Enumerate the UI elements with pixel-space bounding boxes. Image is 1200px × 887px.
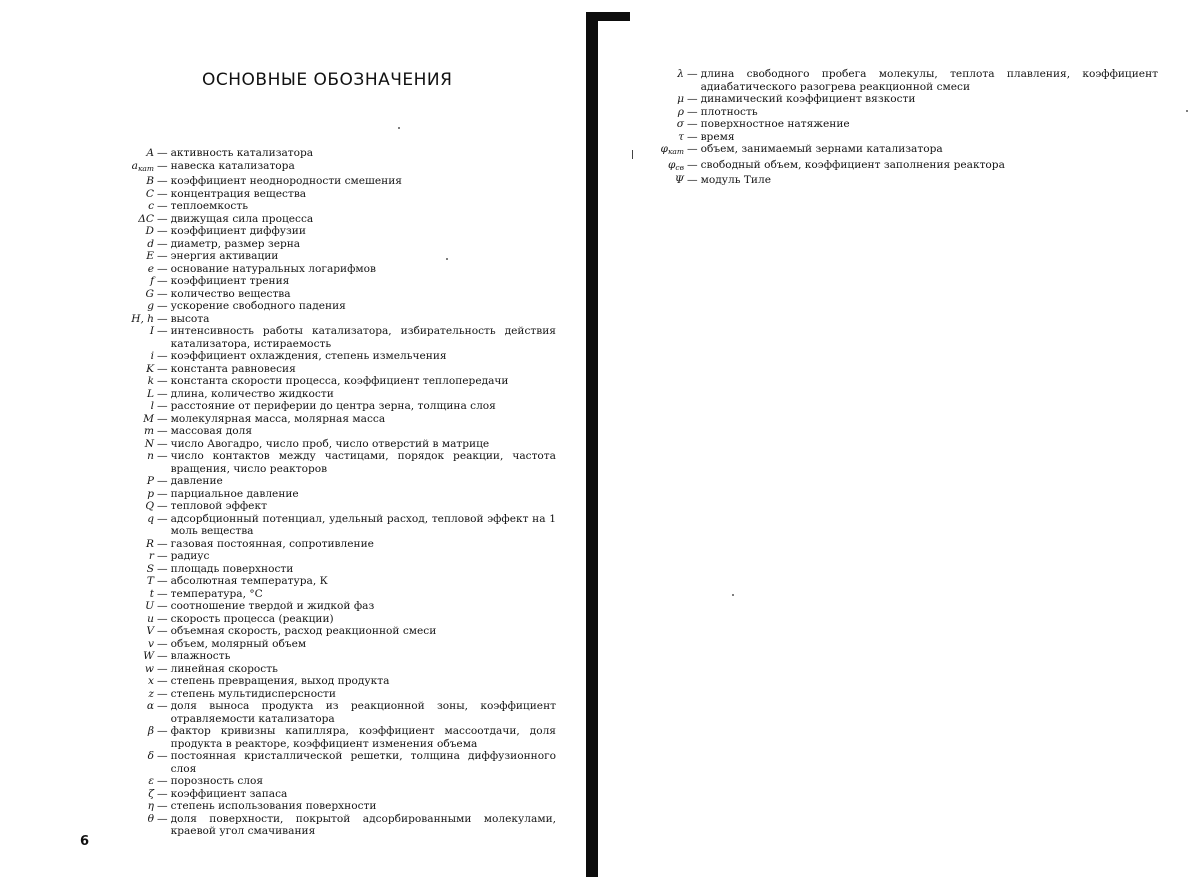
notation-symbol (648, 118, 684, 131)
notation-symbol-text: α (146, 700, 154, 712)
notation-symbol-text: K (146, 362, 154, 375)
notation-dash: — (687, 130, 698, 143)
notation-description: число Авогадро, число проб, число отверстий в матрице (170, 437, 490, 450)
notation-description: константа скорости процесса, коэффициент теплопередачи (170, 375, 509, 387)
notation-description: диаметр, размер зерна (170, 237, 301, 250)
notation-dash: — (157, 637, 168, 650)
notation-entry (86, 225, 556, 238)
notation-symbol-text: a (131, 159, 138, 172)
notation-symbol-text: w (144, 662, 154, 675)
notation-symbol (86, 400, 154, 413)
notation-dash: — (157, 175, 168, 187)
notation-entry (86, 275, 556, 288)
notation-symbol (86, 160, 154, 176)
notation-dash: — (157, 787, 168, 800)
notation-description: постоянная кристаллической решетки, толщина диффузионного слоя (170, 750, 556, 775)
notation-symbol (86, 725, 154, 738)
notation-symbol-text: ζ (148, 787, 154, 800)
notation-entry (86, 775, 556, 788)
notation-symbol (86, 788, 154, 801)
notation-dash: — (157, 350, 168, 362)
notation-symbol-text: φ (660, 143, 668, 155)
notation-description: энергия активации (170, 250, 279, 262)
notation-description: концентрация вещества (170, 187, 307, 200)
notation-description: константа равновесия (170, 362, 296, 375)
notation-symbol (86, 600, 154, 613)
notation-dash: — (157, 500, 168, 512)
notation-entry (86, 638, 556, 651)
notation-symbol (648, 131, 684, 144)
notation-dash: — (157, 650, 168, 662)
notation-entry (86, 388, 556, 401)
notation-symbol-text: Q (145, 500, 154, 512)
notation-entry (86, 425, 556, 438)
scan-speck (398, 127, 400, 129)
right-page (598, 0, 1200, 887)
notation-symbol (86, 613, 154, 626)
notation-dash: — (157, 212, 168, 225)
notation-description: движущая сила процесса (170, 212, 314, 225)
notation-description: объем, занимаемый зернами катализатора (700, 143, 943, 155)
notation-description: порозность слоя (170, 775, 264, 787)
notation-entry (86, 400, 556, 413)
notation-description: доля выноса продукта из реакционной зоны, коэффициент отравляемости катализатора (170, 700, 556, 725)
notation-dash: — (157, 550, 168, 562)
notation-symbol (86, 200, 154, 213)
notation-dash: — (157, 250, 168, 262)
notation-symbol (86, 775, 154, 788)
notation-symbol-text: S (146, 562, 154, 575)
notation-entry (86, 438, 556, 451)
notation-dash: — (157, 275, 168, 287)
notation-symbol-text: β (147, 725, 154, 737)
notation-description: объемная скорость, расход реакционной смеси (170, 625, 437, 637)
notation-description: степень мультидисперсности (170, 687, 336, 700)
notation-symbol (86, 663, 154, 676)
notation-description: интенсивность работы катализатора, избирательность действия катализатора, истираемость (170, 325, 556, 350)
notation-symbol-text: θ (147, 812, 154, 825)
notation-symbol-text: W (143, 650, 154, 662)
notation-symbol (86, 388, 154, 401)
notation-entry (648, 131, 1158, 144)
notation-symbol-text: f (150, 275, 154, 287)
notation-description: основание натуральных логарифмов (170, 262, 376, 275)
notation-entry (86, 325, 556, 350)
notation-symbol-subscript: кат (137, 163, 154, 173)
notation-description: динамический коэффициент вязкости (700, 93, 916, 105)
notation-symbol-text: m (143, 425, 154, 437)
notation-dash: — (687, 68, 698, 80)
notation-symbol (86, 188, 154, 201)
notation-description: свободный объем, коэффициент заполнения реактора (700, 158, 1005, 171)
notation-description: тепловой эффект (170, 500, 267, 512)
notation-description: скорость процесса (реакции) (170, 612, 334, 625)
notation-symbol-text: μ (677, 93, 684, 105)
notation-symbol (86, 563, 154, 576)
notation-description: фактор кривизны капилляра, коэффициент массоотдачи, доля продукта в реакторе, коэффициент изменения объема (170, 725, 556, 750)
notation-entry (86, 625, 556, 638)
notation-dash: — (157, 487, 168, 500)
notation-symbol-text: k (147, 375, 154, 387)
notation-symbol (86, 800, 154, 813)
scan-speck (1186, 110, 1188, 112)
notation-dash: — (157, 750, 168, 762)
notation-symbol-text: g (147, 300, 154, 312)
notation-entry (86, 175, 556, 188)
notation-symbol (86, 375, 154, 388)
notation-symbol (86, 147, 154, 160)
notation-symbol (648, 143, 684, 159)
notation-entry (86, 375, 556, 388)
notation-symbol (86, 513, 154, 526)
notation-symbol (86, 538, 154, 551)
notation-entry (648, 174, 1158, 187)
notation-entry (86, 688, 556, 701)
notation-dash: — (157, 687, 168, 700)
notation-symbol (86, 575, 154, 588)
notation-description: поверхностное натяжение (700, 118, 850, 130)
notation-dash: — (157, 362, 168, 375)
notation-symbol (86, 475, 154, 488)
notation-symbol (86, 650, 154, 663)
notation-dash: — (157, 312, 168, 325)
notation-entry (86, 613, 556, 626)
notation-dash: — (157, 262, 168, 275)
notation-symbol-text: φ (668, 158, 676, 171)
notation-symbol-text: τ (678, 130, 684, 143)
notation-entry (86, 538, 556, 551)
notation-dash: — (687, 93, 698, 105)
notation-description: доля поверхности, покрытой адсорбированными молекулами, краевой угол смачивания (170, 812, 556, 837)
notation-description: активность катализатора (170, 147, 314, 159)
notation-entry (86, 160, 556, 176)
notation-dash: — (157, 537, 168, 550)
notation-symbol-text: P (146, 475, 154, 487)
notation-symbol (86, 700, 154, 713)
notation-description: радиус (170, 550, 210, 562)
notation-entry (86, 725, 556, 750)
notation-dash: — (687, 174, 698, 186)
notation-symbol (86, 263, 154, 276)
notation-description: коэффициент запаса (170, 787, 288, 800)
notation-symbol (648, 159, 684, 175)
notation-dash: — (157, 450, 168, 462)
notation-entry (86, 350, 556, 363)
notation-symbol-text: q (147, 512, 154, 525)
notation-entry (86, 263, 556, 276)
notation-symbol (86, 238, 154, 251)
notation-entry (86, 363, 556, 376)
notation-symbol-text: B (146, 175, 154, 187)
notation-dash: — (157, 700, 168, 712)
notation-description: время (700, 130, 735, 143)
notation-symbol-text: p (147, 487, 154, 500)
notation-entry (86, 313, 556, 326)
notation-description: количество вещества (170, 287, 291, 300)
notation-description: длина свободного пробега молекулы, теплота плавления, коэффициент адиабатического разогрева реакционной смеси (700, 68, 1158, 93)
notation-description: число контактов между частицами, порядок реакции, частота вращения, число реакторов (170, 450, 556, 475)
notation-symbol-subscript: кат (667, 147, 684, 156)
notation-description: адсорбционный потенциал, удельный расход, тепловой эффект на 1 моль вещества (170, 512, 556, 537)
notation-dash: — (157, 600, 168, 612)
notation-dash: — (157, 237, 168, 250)
notation-dash: — (157, 587, 168, 600)
notation-description: навеска катализатора (170, 159, 295, 172)
notation-dash: — (687, 143, 698, 155)
notation-dash: — (157, 225, 168, 237)
notation-symbol (86, 300, 154, 313)
notation-symbol-text: R (146, 537, 154, 550)
notation-symbol-text: v (148, 637, 154, 650)
notation-entry (86, 588, 556, 601)
notation-description: степень превращения, выход продукта (170, 675, 390, 687)
notation-description: газовая постоянная, сопротивление (170, 537, 374, 550)
left-page (0, 0, 590, 887)
notation-entry (86, 563, 556, 576)
notation-dash: — (157, 575, 168, 587)
notation-dash: — (687, 105, 698, 118)
notation-symbol (86, 688, 154, 701)
notation-description: коэффициент диффузии (170, 225, 306, 237)
notation-symbol (86, 313, 154, 326)
notation-symbol-text: I (149, 325, 154, 337)
notation-dash: — (157, 775, 168, 787)
notation-symbol (86, 625, 154, 638)
notation-entry (86, 500, 556, 513)
notation-symbol (86, 488, 154, 501)
notation-symbol-text: N (144, 437, 154, 450)
notation-dash: — (157, 412, 168, 425)
notation-symbol-text: Ψ (674, 174, 684, 186)
notation-dash: — (157, 200, 168, 212)
notation-dash: — (157, 812, 168, 825)
notation-entry (86, 575, 556, 588)
notation-description: площадь поверхности (170, 562, 294, 575)
notation-symbol (86, 425, 154, 438)
notation-description: объем, молярный объем (170, 637, 307, 650)
notation-entry (648, 118, 1158, 131)
notation-dash: — (157, 512, 168, 525)
notation-symbol-text: e (147, 262, 154, 275)
notation-entry (86, 650, 556, 663)
notation-dash: — (157, 475, 168, 487)
notation-description: абсолютная температура, К (170, 575, 328, 587)
notation-symbol (86, 588, 154, 601)
notation-dash: — (157, 800, 168, 812)
notation-entry (86, 238, 556, 251)
notation-symbol-subscript: св (675, 162, 684, 172)
notation-list-right (648, 68, 1158, 187)
notation-entry (86, 450, 556, 475)
notation-description: коэффициент неоднородности смешения (170, 175, 402, 187)
notation-list-left (86, 147, 556, 838)
notation-description: парциальное давление (170, 487, 299, 500)
notation-entry (648, 159, 1158, 175)
notation-entry (648, 143, 1158, 159)
notation-symbol-text: C (145, 187, 154, 200)
notation-symbol-text: G (145, 287, 154, 300)
notation-dash: — (157, 187, 168, 200)
notation-symbol (86, 213, 154, 226)
notation-symbol-text: ε (148, 775, 154, 787)
notation-symbol (86, 638, 154, 651)
notation-symbol-text: r (148, 550, 154, 562)
notation-symbol (648, 93, 684, 106)
notation-symbol-text: x (148, 675, 154, 687)
notation-description: температура, °С (170, 587, 263, 600)
notation-entry (86, 550, 556, 563)
notation-dash: — (157, 387, 168, 400)
notation-entry (86, 750, 556, 775)
notation-dash: — (157, 325, 168, 337)
notation-entry (86, 288, 556, 301)
notation-dash: — (157, 675, 168, 687)
notation-entry (86, 213, 556, 226)
notation-symbol (86, 413, 154, 426)
notation-symbol (86, 325, 154, 338)
notation-entry (86, 188, 556, 201)
notation-dash: — (157, 625, 168, 637)
notation-symbol-text: H, h (131, 312, 154, 325)
notation-entry (86, 300, 556, 313)
notation-entry (648, 68, 1158, 93)
notation-symbol-text: λ (677, 68, 684, 80)
page-title: ОСНОВНЫЕ ОБОЗНАЧЕНИЯ (202, 70, 453, 90)
notation-symbol (86, 288, 154, 301)
notation-symbol (86, 175, 154, 188)
notation-symbol-text: δ (147, 750, 154, 762)
notation-description: давление (170, 475, 223, 487)
notation-dash: — (157, 437, 168, 450)
notation-symbol (86, 275, 154, 288)
notation-description: линейная скорость (170, 662, 278, 675)
notation-description: ускорение свободного падения (170, 300, 346, 312)
notation-entry (86, 813, 556, 838)
notation-dash: — (157, 725, 168, 737)
notation-symbol-text: L (146, 387, 154, 400)
scan-speck (446, 258, 448, 260)
notation-dash: — (157, 612, 168, 625)
notation-description: плотность (700, 105, 758, 118)
notation-symbol (86, 363, 154, 376)
notation-symbol-text: u (147, 612, 154, 625)
notation-description: влажность (170, 650, 231, 662)
notation-symbol (86, 250, 154, 263)
notation-symbol-text: T (146, 575, 154, 587)
notation-symbol (86, 500, 154, 513)
notation-entry (648, 106, 1158, 119)
notation-dash: — (157, 375, 168, 387)
notation-description: теплоемкость (170, 200, 248, 212)
notation-entry (86, 413, 556, 426)
notation-symbol-text: U (145, 600, 154, 612)
notation-symbol-text: V (146, 625, 154, 637)
notation-symbol (648, 106, 684, 119)
notation-entry (86, 475, 556, 488)
notation-description: коэффициент охлаждения, степень измельчения (170, 350, 447, 362)
notation-entry (86, 675, 556, 688)
notation-dash: — (157, 159, 168, 172)
notation-dash: — (157, 300, 168, 312)
notation-description: степень использования поверхности (170, 800, 377, 812)
notation-dash: — (687, 118, 698, 130)
notation-symbol-text: E (146, 250, 154, 262)
notation-description: высота (170, 312, 210, 325)
notation-symbol-text: σ (676, 118, 684, 130)
notation-symbol-text: ΔC (138, 212, 154, 225)
notation-entry (86, 513, 556, 538)
scan-mark (632, 150, 633, 159)
notation-symbol-text: D (145, 225, 154, 237)
notation-entry (86, 250, 556, 263)
notation-dash: — (157, 400, 168, 412)
notation-symbol (86, 438, 154, 451)
notation-description: соотношение твердой и жидкой фаз (170, 600, 375, 612)
notation-dash: — (157, 425, 168, 437)
notation-symbol (648, 174, 684, 187)
notation-symbol-text: t (149, 587, 154, 600)
notation-symbol-text: z (148, 687, 154, 700)
notation-symbol-text: M (143, 412, 154, 425)
notation-symbol (86, 750, 154, 763)
notation-description: длина, количество жидкости (170, 387, 334, 400)
notation-entry (86, 800, 556, 813)
notation-description: массовая доля (170, 425, 253, 437)
notation-dash: — (157, 562, 168, 575)
book-spine-shadow (586, 12, 598, 877)
notation-symbol-text: ρ (677, 105, 684, 118)
page-number: 6 (80, 834, 90, 849)
notation-symbol-text: d (147, 237, 154, 250)
notation-dash: — (157, 147, 168, 159)
notation-symbol-text: η (147, 800, 154, 812)
notation-symbol (86, 350, 154, 363)
notation-symbol-text: n (147, 450, 154, 462)
notation-entry (86, 600, 556, 613)
notation-dash: — (157, 287, 168, 300)
notation-dash: — (157, 662, 168, 675)
notation-entry (648, 93, 1158, 106)
notation-description: расстояние от периферии до центра зерна, толщина слоя (170, 400, 496, 412)
scan-speck (732, 594, 734, 596)
notation-dash: — (687, 158, 698, 171)
notation-symbol (86, 550, 154, 563)
notation-description: молекулярная масса, молярная масса (170, 412, 386, 425)
notation-entry (86, 488, 556, 501)
notation-symbol (648, 68, 684, 81)
notation-description: коэффициент трения (170, 275, 290, 287)
notation-symbol-text: i (150, 350, 154, 362)
notation-entry (86, 663, 556, 676)
notation-entry (86, 200, 556, 213)
notation-entry (86, 700, 556, 725)
notation-entry (86, 788, 556, 801)
notation-symbol (86, 450, 154, 463)
notation-symbol (86, 675, 154, 688)
notation-symbol (86, 813, 154, 826)
notation-symbol (86, 225, 154, 238)
notation-symbol-text: c (148, 200, 154, 212)
notation-description: модуль Тиле (700, 174, 771, 186)
notation-entry (86, 147, 556, 160)
notation-symbol-text: l (150, 400, 154, 412)
notation-symbol-text: A (146, 147, 154, 159)
